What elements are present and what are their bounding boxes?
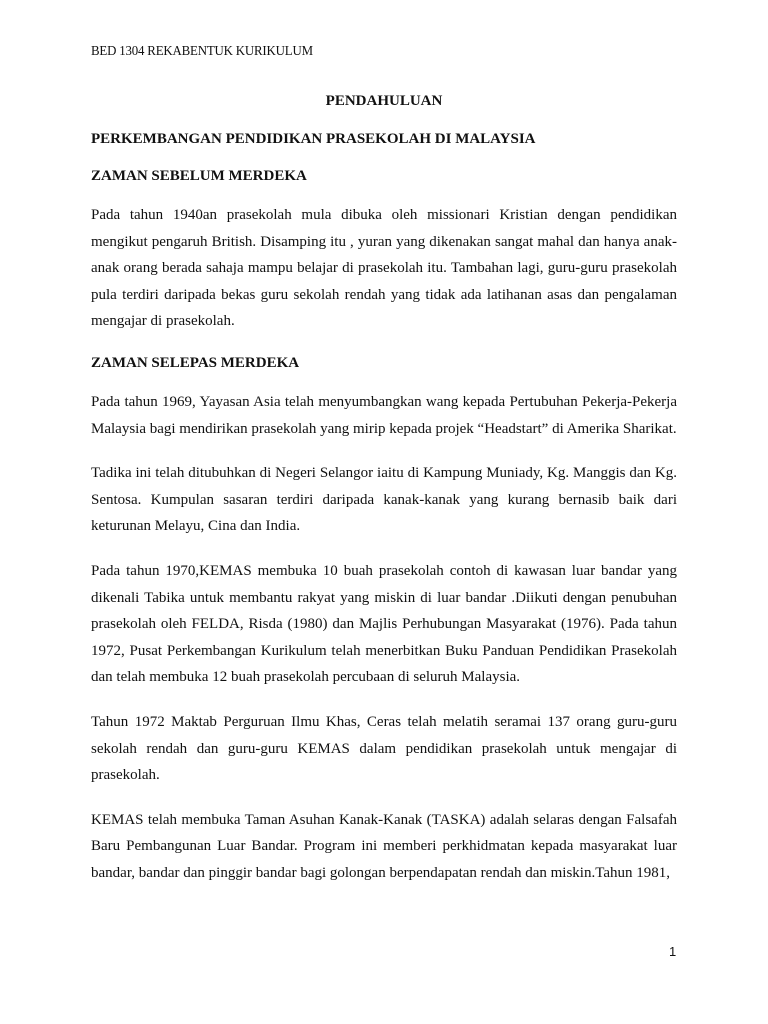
paragraph-sebelum-merdeka: Pada tahun 1940an prasekolah mula dibuka oleh missionari Kristian dengan pendidikan mengikut pengaruh British. Disamping itu , yuran yang dikenakan sangat mahal dan hanya anak-anak orang berada sahaja mampu belajar di prasekolah itu. Tambahan lagi, guru-guru prasekolah pula terdiri daripada bekas guru sekolah rendah yang tidak ada latihanan asas dan pengalaman mengajar di prasekolah.: [91, 207, 677, 330]
paragraph-1970: Pada tahun 1970,KEMAS membuka 10 buah prasekolah contoh di kawasan luar bandar yang dikenali Tabika untuk membantu rakyat yang miskin di luar bandar .Diikuti dengan penubuhan prasekolah oleh FELDA, Risda (1980) dan Majlis Perhubungan Masyarakat (1976). Pada tahun 1972, Pusat Perkembangan Kurikulum telah menerbitkan Buku Panduan Pendidikan Prasekolah dan telah membuka 12 buah prasekolah percubaan di seluruh Malaysia.: [91, 562, 677, 686]
paragraph-1972: Tahun 1972 Maktab Perguruan Ilmu Khas, Ceras telah melatih seramai 137 orang guru-guru sekolah rendah dan guru-guru KEMAS dalam pendidikan prasekolah untuk mengajar di prasekolah.: [91, 713, 677, 784]
page-number: 1: [669, 944, 677, 959]
main-heading: PERKEMBANGAN PENDIDIKAN PRASEKOLAH DI MALAYSIA: [91, 131, 536, 147]
document-body: [91, 91, 677, 904]
document-title: PENDAHULUAN: [325, 93, 443, 109]
paragraph-taska: KEMAS telah membuka Taman Asuhan Kanak-Kanak (TASKA) adalah selaras dengan Falsafah Baru Pembangunan Luar Bandar. Program ini memberi perkhidmatan kepada masyarakat luar bandar, bandar dan pinggir bandar bagi golongan berpendapatan rendah dan miskin.Tahun 1981,: [91, 811, 677, 881]
section-heading-sebelum-merdeka: ZAMAN SEBELUM MERDEKA: [91, 168, 307, 184]
paragraph-tadika: Tadika ini telah ditubuhkan di Negeri Selangor iaitu di Kampung Muniady, Kg. Manggis dan Kg. Sentosa. Kumpulan sasaran terdiri daripada kanak-kanak yang kurang bernasib baik dari keturunan Melayu, Cina dan India.: [91, 465, 677, 535]
section-heading-selepas-merdeka: ZAMAN SELEPAS MERDEKA: [91, 354, 300, 371]
page-header: BED 1304 REKABENTUK KURIKULUM: [91, 44, 313, 59]
paragraph-1969: Pada tahun 1969, Yayasan Asia telah menyumbangkan wang kepada Pertubuhan Pekerja-Pekerja Malaysia bagi mendirikan prasekolah yang mirip kepada projek “Headstart” di Amerika Sharikat.: [91, 393, 677, 437]
